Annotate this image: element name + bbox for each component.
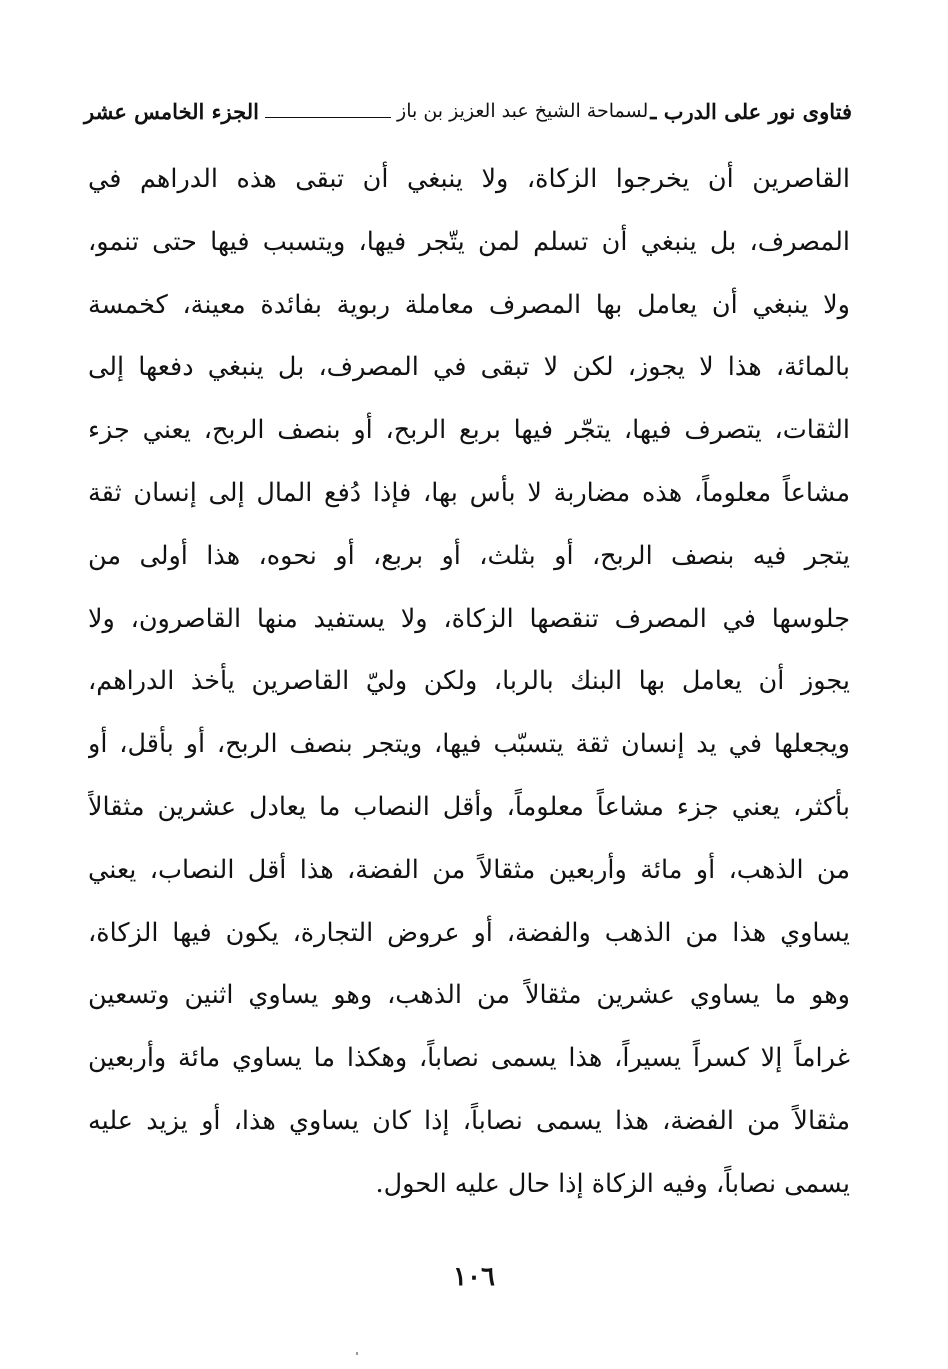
book-title: فتاوى نور على الدرب ـ — [650, 98, 852, 124]
text-line: المصرف، بل ينبغي أن تسلم لمن يتّجر فيها، ويتسبب فيها حتى تنمو، — [88, 226, 850, 257]
text-line: ويجعلها في يد إنسان ثقة يتسبّب فيها، ويتجر بنصف الربح، أو بأقل، أو — [88, 729, 850, 760]
volume-label: الجزء الخامس عشر — [84, 98, 259, 124]
text-line: يساوي هذا من الذهب والفضة، أو عروض التجارة، يكون فيها الزكاة، — [88, 917, 850, 948]
text-line: جلوسها في المصرف تنقصها الزكاة، ولا يستفيد منها القاصرون، ولا — [88, 603, 850, 634]
text-line: غراماً إلا كسراً يسيراً، هذا يسمى نصاباً، وهكذا ما يساوي مائة وأربعين — [88, 1043, 850, 1074]
running-header — [84, 96, 852, 126]
text-line: مشاعاً معلوماً، هذه مضاربة لا بأس بها، فإذا دُفع المال إلى إنسان ثقة — [88, 477, 850, 508]
text-line: مثقالاً من الفضة، هذا يسمى نصاباً، إذا كان يساوي هذا، أو يزيد عليه — [88, 1105, 850, 1136]
scan-speck — [356, 1352, 358, 1355]
text-line: يجوز أن يعامل بها البنك بالربا، ولكن وليّ القاصرين يأخذ الدراهم، — [88, 666, 850, 697]
page-number: ١٠٦ — [453, 1262, 495, 1292]
author-line: لسماحة الشيخ عبد العزيز بن باز — [397, 100, 649, 122]
header-rule — [265, 117, 391, 118]
body-text — [88, 148, 850, 1216]
text-line: الثقات، يتصرف فيها، يتجّر فيها بربع الربح، أو بنصف الربح، يعني جزء — [88, 415, 850, 446]
text-line: القاصرين أن يخرجوا الزكاة، ولا ينبغي أن تبقى هذه الدراهم في — [88, 164, 850, 194]
text-line: يتجر فيه بنصف الربح، أو بثلث، أو بربع، أو نحوه، هذا أولى من — [88, 540, 850, 571]
text-line: ولا ينبغي أن يعامل بها المصرف معاملة ربوية بفائدة معينة، كخمسة — [88, 289, 850, 320]
text-line: بالمائة، هذا لا يجوز، لكن لا تبقى في المصرف، بل ينبغي دفعها إلى — [88, 352, 850, 383]
text-line: وهو ما يساوي عشرين مثقالاً من الذهب، وهو يساوي اثنين وتسعين — [88, 980, 850, 1011]
text-line: من الذهب، أو مائة وأربعين مثقالاً من الفضة، هذا أقل النصاب، يعني — [88, 854, 850, 885]
text-line-last: يسمى نصاباً، وفيه الزكاة إذا حال عليه الحول. — [375, 1168, 850, 1199]
text-line: بأكثر، يعني جزء مشاعاً معلوماً، وأقل النصاب ما يعادل عشرين مثقالاً — [88, 791, 850, 822]
